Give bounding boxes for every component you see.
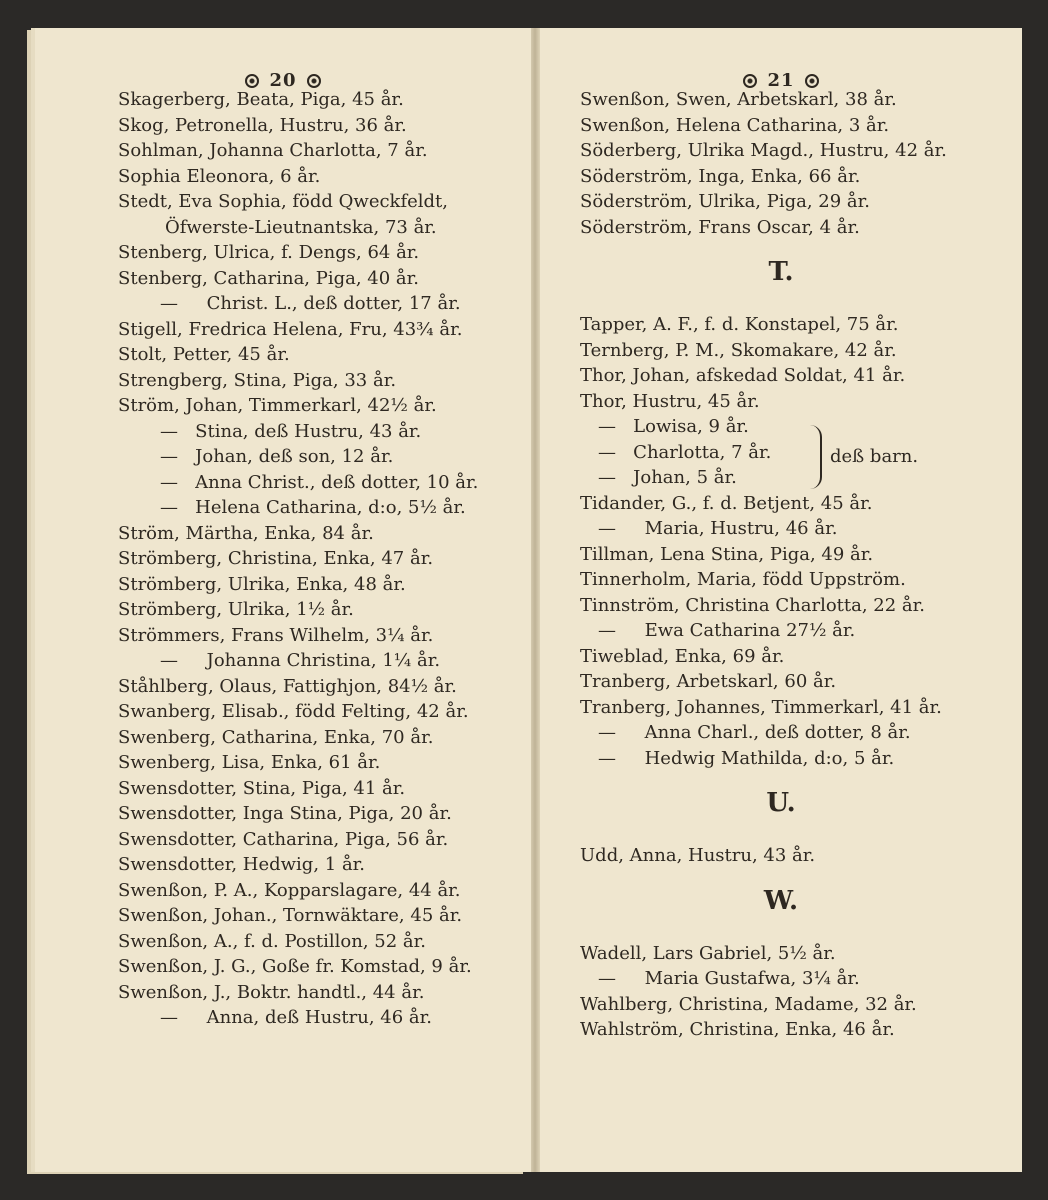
page-number: 21	[767, 70, 795, 91]
list-item: Ternberg, P. M., Skomakare, 42 år.	[580, 339, 897, 361]
list-item: Sophia Eleonora, 6 år.	[118, 165, 321, 187]
list-item: Stigell, Fredrica Helena, Fru, 43¾ år.	[118, 318, 463, 340]
list-item: Söderström, Ulrika, Piga, 29 år.	[580, 191, 871, 212]
list-item: Wahlström, Christina, Enka, 46 år.	[580, 1019, 895, 1040]
list-item: Swanberg, Elisab., född Felting, 42 år.	[118, 701, 469, 722]
rosette-ornament-icon	[743, 74, 757, 88]
list-item: Swenßon, J. G., Goße fr. Komstad, 9 år.	[118, 956, 472, 977]
section-heading: U.	[766, 788, 796, 818]
list-item: Wadell, Lars Gabriel, 5½ år.	[580, 942, 836, 964]
list-item: — Helena Catharina, d:o, 5½ år.	[160, 497, 466, 518]
list-item: Öfwerste-Lieutnantska, 73 år.	[165, 216, 437, 238]
list-item: Söderström, Inga, Enka, 66 år.	[580, 165, 861, 187]
list-item: Swenßon, J., Boktr. handtl., 44 år.	[118, 981, 425, 1003]
list-item: Söderström, Frans Oscar, 4 år.	[580, 216, 860, 238]
list-item: Stenberg, Catharina, Piga, 40 år.	[118, 267, 420, 289]
list-item: Thor, Johan, afskedad Soldat, 41 år.	[580, 365, 906, 386]
list-item: — Lowisa, 9 år.	[598, 416, 749, 437]
list-item: Tranberg, Arbetskarl, 60 år.	[580, 671, 837, 692]
list-item: Strengberg, Stina, Piga, 33 år.	[118, 369, 397, 391]
list-item: Sohlman, Johanna Charlotta, 7 år.	[118, 140, 428, 161]
list-item: Swensdotter, Inga Stina, Piga, 20 år.	[118, 803, 452, 824]
list-item: — Johan, deß son, 12 år.	[160, 446, 394, 467]
list-item: Ståhlberg, Olaus, Fattighjon, 84½ år.	[118, 675, 457, 697]
list-item: Swenberg, Lisa, Enka, 61 år.	[118, 752, 381, 773]
list-item: — Hedwig Mathilda, d:o, 5 år.	[598, 747, 895, 769]
list-item: — Maria, Hustru, 46 år.	[598, 518, 838, 539]
list-item: Skagerberg, Beata, Piga, 45 år.	[118, 89, 404, 110]
list-item: Swensdotter, Hedwig, 1 år.	[118, 854, 366, 875]
list-item: — Johanna Christina, 1¼ år.	[160, 650, 441, 671]
list-item: Swensdotter, Stina, Piga, 41 år.	[118, 777, 406, 799]
list-item: — Johan, 5 år.	[598, 467, 737, 488]
list-item: Tidander, G., f. d. Betjent, 45 år.	[580, 492, 873, 514]
list-item: Swenßon, Helena Catharina, 3 år.	[580, 114, 890, 136]
right-page	[540, 28, 1022, 1172]
list-item: Swenßon, A., f. d. Postillon, 52 år.	[118, 930, 427, 952]
list-item: — Charlotta, 7 år.	[598, 441, 772, 463]
rosette-ornament-icon	[245, 74, 259, 88]
list-item: Ström, Johan, Timmerkarl, 42½ år.	[118, 395, 437, 416]
list-item: Skog, Petronella, Hustru, 36 år.	[118, 114, 407, 136]
rosette-ornament-icon	[805, 74, 819, 88]
list-item: Stenberg, Ulrica, f. Dengs, 64 år.	[118, 242, 420, 263]
list-item: Swenßon, Johan., Tornwäktare, 45 år.	[118, 905, 463, 926]
list-item: — Maria Gustafwa, 3¼ år.	[598, 968, 860, 989]
list-item: Söderberg, Ulrika Magd., Hustru, 42 år.	[580, 140, 947, 161]
list-item: Strömberg, Ulrika, 1½ år.	[118, 599, 354, 620]
list-item: — Stina, deß Hustru, 43 år.	[160, 420, 422, 442]
list-item: Swenßon, P. A., Kopparslagare, 44 år.	[118, 879, 461, 901]
list-item: — Anna Charl., deß dotter, 8 år.	[598, 722, 911, 743]
list-item: Tiweblad, Enka, 69 år.	[580, 645, 785, 667]
bracket-label: deß barn.	[830, 446, 919, 467]
list-item: Strömmers, Frans Wilhelm, 3¼ år.	[118, 624, 434, 646]
list-item: Tillman, Lena Stina, Piga, 49 år.	[580, 543, 874, 565]
left-page	[35, 28, 531, 1172]
list-item: — Ewa Catharina 27½ år.	[598, 620, 856, 641]
list-item: Tapper, A. F., f. d. Konstapel, 75 år.	[580, 314, 899, 335]
section-heading: W.	[763, 885, 799, 916]
list-item: Swenßon, Swen, Arbetskarl, 38 år.	[580, 89, 897, 110]
list-item: Tranberg, Johannes, Timmerkarl, 41 år.	[580, 696, 942, 718]
list-item: — Christ. L., deß dotter, 17 år.	[160, 293, 461, 314]
list-item: Strömberg, Christina, Enka, 47 år.	[118, 548, 434, 569]
list-item: — Anna Christ., deß dotter, 10 år.	[160, 471, 479, 493]
list-item: Thor, Hustru, 45 år.	[580, 390, 760, 412]
list-item: Swensdotter, Catharina, Piga, 56 år.	[118, 828, 449, 850]
list-item: Swenberg, Catharina, Enka, 70 år.	[118, 726, 434, 748]
rosette-ornament-icon	[307, 74, 321, 88]
brace-icon	[810, 425, 822, 489]
list-item: Ström, Märtha, Enka, 84 år.	[118, 522, 374, 544]
list-item: Tinnerholm, Maria, född Uppström.	[580, 569, 906, 590]
section-heading: T.	[768, 257, 794, 287]
list-item: Stolt, Petter, 45 år.	[118, 344, 290, 365]
list-item: Wahlberg, Christina, Madame, 32 år.	[580, 993, 917, 1015]
list-item: Strömberg, Ulrika, Enka, 48 år.	[118, 573, 406, 595]
list-item: Udd, Anna, Hustru, 43 år.	[580, 845, 816, 866]
list-item: — Anna, deß Hustru, 46 år.	[160, 1007, 432, 1028]
page-number: 20	[269, 70, 297, 91]
list-item: Stedt, Eva Sophia, född Qweckfeldt,	[118, 191, 449, 212]
list-item: Tinnström, Christina Charlotta, 22 år.	[580, 594, 926, 616]
book-gutter	[530, 28, 540, 1172]
